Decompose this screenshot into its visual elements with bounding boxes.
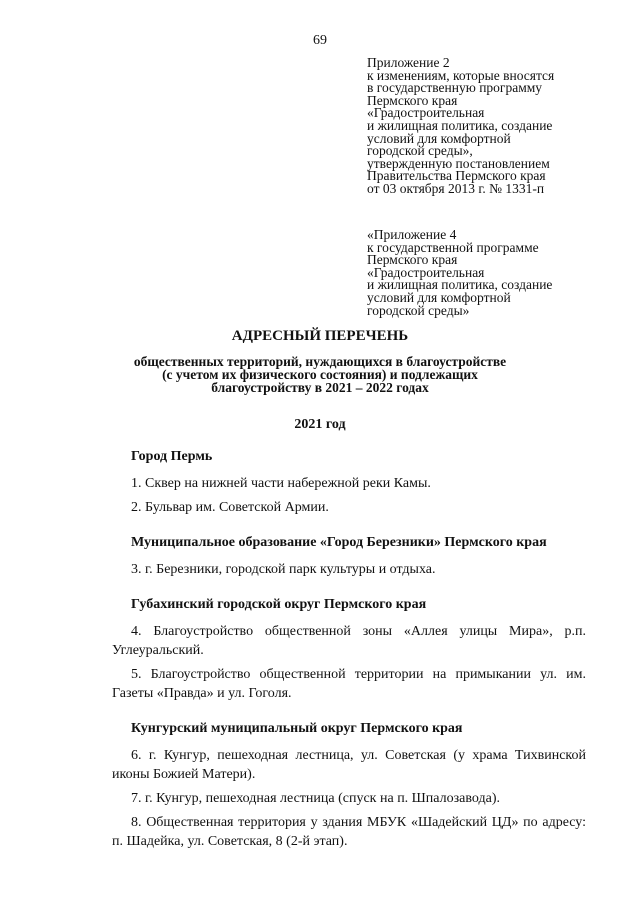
appendix-4-line: условий для комфортной: [367, 289, 511, 305]
appendix-4-note: [367, 229, 617, 317]
appendix-4-line: городской среды»: [367, 302, 470, 318]
appendix-2-line: от 03 октября 2013 г. № 1331-п: [367, 180, 545, 196]
address-list: [112, 447, 586, 867]
appendix-2-line: утвержденную постановлением: [367, 155, 550, 171]
list-item: 6. г. Кунгур, пешеходная лестница, ул. Советская (у храма Тихвинской иконы Божией Матери).: [112, 748, 586, 782]
appendix-4-line: «Приложение 4: [367, 227, 457, 242]
appendix-4-line: к государственной программе: [367, 239, 539, 255]
document-title: АДРЕСНЫЙ ПЕРЕЧЕНЬ: [231, 328, 409, 344]
appendix-4-line: «Градостроительная: [367, 264, 485, 280]
list-item: 5. Благоустройство общественной территории на примыкании ул. им. Газеты «Правда» и ул. Гоголя.: [112, 667, 586, 701]
list-item: 3. г. Березники, городской парк культуры и отдыха.: [131, 562, 436, 577]
subtitle-line: благоустройству в 2021 – 2022 годах: [211, 380, 429, 395]
appendix-2-line: городской среды»,: [367, 143, 473, 159]
appendix-2-line: Пермского края: [367, 92, 458, 108]
subtitle-line: общественных территорий, нуждающихся в благоустройстве: [133, 354, 507, 369]
year-heading: 2021 год: [294, 417, 346, 432]
appendix-2-line: и жилищная политика, создание: [367, 117, 553, 133]
appendix-2-note: [367, 57, 617, 196]
appendix-2-line: «Градостроительная: [367, 105, 485, 121]
section-perm: [112, 447, 586, 517]
list-item: 2. Бульвар им. Советской Армии.: [131, 500, 329, 515]
appendix-4-line: Пермского края: [367, 252, 458, 268]
appendix-2-line: условий для комфортной: [367, 130, 511, 146]
section-heading: Муниципальное образование «Город Березники» Пермского края: [131, 535, 547, 550]
appendix-2-line: Правительства Пермского края: [367, 168, 546, 184]
appendix-2-line: Приложение 2: [367, 55, 450, 70]
page-number: 69: [313, 33, 327, 48]
title-block: [0, 328, 640, 394]
section-berezniki: [112, 533, 586, 579]
section-heading: Губахинский городской округ Пермского края: [131, 597, 427, 612]
list-item: 7. г. Кунгур, пешеходная лестница (спуск на п. Шпалозавода).: [131, 791, 500, 806]
appendix-2-line: к изменениям, которые вносятся: [367, 67, 555, 83]
appendix-4-line: и жилищная политика, создание: [367, 277, 553, 293]
section-kungur: [112, 719, 586, 851]
subtitle-line: (с учетом их физического состояния) и подлежащих: [162, 367, 478, 382]
list-item: 1. Сквер на нижней части набережной реки Камы.: [131, 476, 431, 491]
document-subtitle: [0, 355, 640, 394]
list-item: 4. Благоустройство общественной зоны «Аллея улицы Мира», р.п. Углеуральский.: [112, 624, 586, 658]
section-heading: Кунгурский муниципальный округ Пермского края: [131, 721, 463, 736]
section-gubakha: [112, 595, 586, 703]
appendix-2-line: в государственную программу: [367, 80, 543, 96]
list-item: 8. Общественная территория у здания МБУК «Шадейский ЦД» по адресу: п. Шадейка, ул. Советская, 8 (2-й этап).: [112, 815, 586, 849]
section-heading: Город Пермь: [131, 449, 213, 464]
